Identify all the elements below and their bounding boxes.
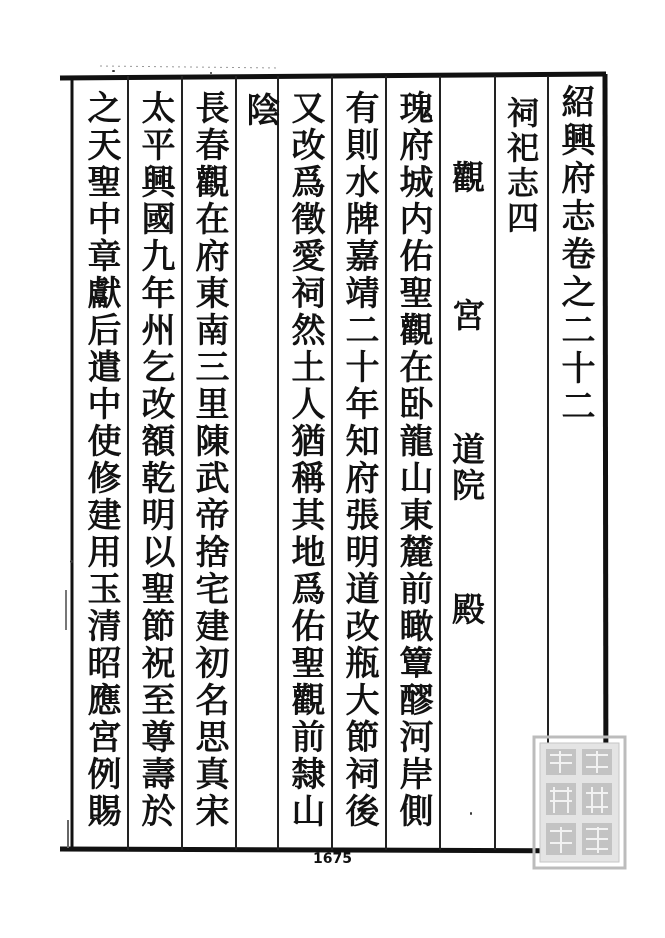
category-item: 觀 [447, 160, 486, 196]
category-item: 道院 [447, 432, 486, 504]
text-column: 有則水牌嘉靖二十年知府張明道改瓶大節祠後 [339, 90, 379, 830]
text-column: 又改爲徵愛祠然土人猶稱其地爲佑聖觀前隸山 [285, 90, 325, 830]
category-list [447, 160, 486, 628]
category-item: 殿 [447, 592, 486, 628]
book-title: 紹興府志卷之二十二 [555, 84, 595, 426]
section-title: 祠祀志四 [502, 96, 540, 236]
category-item: 宮 [447, 298, 486, 334]
library-seal-icon [532, 735, 627, 870]
text-column: 瑰府城内佑聖觀在卧龍山東麓前瞰簟醪河岸側 [393, 90, 433, 830]
page-number: 1675 [313, 851, 352, 867]
text-column: 之天聖中章獻后遣中使修建用玉清昭應宮例賜 [81, 90, 121, 830]
text-column: 陰 [240, 92, 280, 129]
text-column: 長春觀在府東南三里陳武帝捨宅建初名思真宋 [189, 90, 229, 830]
text-column: 太平興國九年州乞改額乾明以聖節祝至尊壽於 [135, 90, 175, 830]
